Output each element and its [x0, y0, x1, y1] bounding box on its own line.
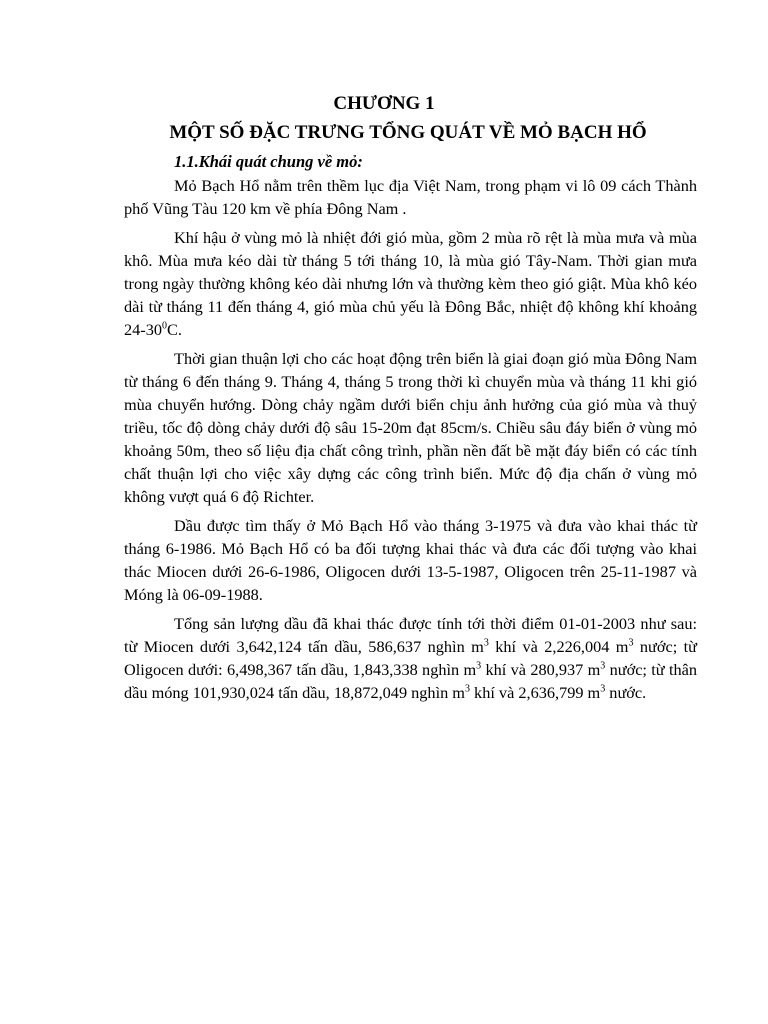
cubic-superscript: 3	[483, 637, 489, 649]
paragraph-discovery: Dầu được tìm thấy ở Mỏ Bạch Hổ vào tháng 3-1975 và đưa vào khai thác từ tháng 6-1986. Mỏ Bạch Hổ có ba đối tượng khai thác và đưa các đối tượng vào khai thác Miocen dưới 26-6-1986, Oligocen dưới 13-5-1987, Oligocen trên 25-11-1987 và Móng là 06-09-1988.	[124, 516, 697, 604]
production-text-3: nước; từ Oligocen dưới: 6,498,367 tấn dầu, 1,843,338 nghìn m	[124, 637, 697, 679]
paragraph-location: Mỏ Bạch Hổ nằm trên thềm lục địa Việt Nam, trong phạm vi lô 09 cách Thành phố Vũng Tàu 120 km về phía Đông Nam .	[124, 176, 697, 218]
production-text-2: khí và 2,226,004 m	[488, 637, 629, 656]
paragraph-production	[124, 612, 697, 704]
production-text-4: khí và 280,937 m	[481, 660, 601, 679]
production-text-6: khí và 2,636,799 m	[469, 683, 601, 702]
production-text-5: nước; từ thân dầu móng 101,930,024 tấn dầu, 18,872,049 nghìn m	[124, 660, 698, 702]
celsius-unit: C.	[166, 320, 182, 339]
paragraph-climate-text: Khí hậu ở vùng mỏ là nhiệt đới gió mùa, gồm 2 mùa rõ rệt là mùa mưa và mùa khô. Mùa mưa kéo dài từ tháng 5 tới tháng 10, là mùa gió Tây-Nam. Thời gian mưa trong ngày thường không kéo dài nhưng lớn và thường kèm theo gió giật. Mùa khô kéo dài từ tháng 11 đến tháng 4, gió mùa chủ yếu là Đông Bắc, nhiệt độ không khí khoảng 24-30	[124, 228, 697, 339]
paragraph-climate	[124, 226, 697, 341]
cubic-superscript: 3	[476, 660, 482, 672]
cubic-superscript: 3	[600, 683, 606, 695]
cubic-superscript: 3	[464, 683, 470, 695]
paragraph-marine-conditions: Thời gian thuận lợi cho các hoạt động trên biển là giai đoạn gió mùa Đông Nam từ tháng 6 đến tháng 9. Tháng 4, tháng 5 trong thời kì chuyển mùa và tháng 11 khi gió mùa chuyển hướng. Dòng chảy ngầm dưới biển chịu ảnh hưởng của gió mùa và thuỷ triều, tốc độ dòng chảy dưới độ sâu 15-20m đạt 85cm/s. Chiều sâu đáy biển ở vùng mỏ khoảng 50m, theo số liệu địa chất công trình, phần nền đất bề mặt đáy biển có các tính chất thuận lợi cho việc xây dựng các công trình biển. Mức độ địa chấn ở vùng mỏ không vượt quá 6 độ Richter.	[124, 349, 697, 506]
production-text-7: nước.	[605, 683, 647, 702]
chapter-title: MỘT SỐ ĐẶC TRƯNG TỔNG QUÁT VỀ MỎ BẠCH HỔ	[169, 122, 647, 143]
chapter-label: CHƯƠNG 1	[333, 93, 435, 114]
degree-superscript: 0	[161, 320, 167, 332]
cubic-superscript: 3	[600, 660, 606, 672]
cubic-superscript: 3	[628, 637, 634, 649]
section-heading: 1.1.Khái quát chung về mỏ:	[174, 152, 363, 171]
body-text	[124, 174, 697, 710]
production-text-1: Tổng sản lượng dầu đã khai thác được tính tới thời điểm 01-01-2003 như sau: từ Miocen dưới 3,642,124 tấn dầu, 586,637 nghìn m	[124, 614, 697, 656]
